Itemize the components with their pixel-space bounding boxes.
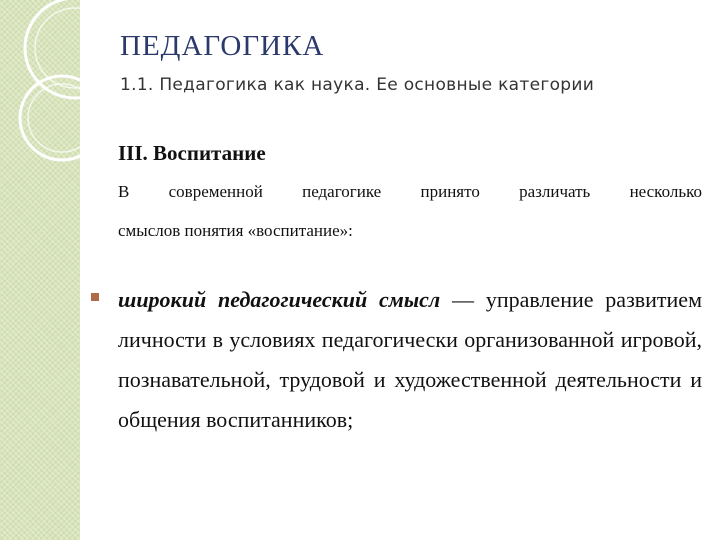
intro-line-2: смыслов понятия «воспитание»: xyxy=(118,221,353,240)
intro-line-1: В современной педагогике принято различать несколько xyxy=(118,182,702,201)
bullet-square-icon xyxy=(91,293,99,301)
bullet-definition: управление развитием личности в условиях педагогически организованной игровой, познавательной, трудовой и художественной деятельности и общения воспитанников; xyxy=(118,287,702,432)
slide-title: ПЕДАГОГИКА xyxy=(120,30,325,62)
intro-paragraph xyxy=(118,172,702,250)
slide-subtitle: 1.1. Педагогика как наука. Ее основные категории xyxy=(120,75,595,95)
bullet-item xyxy=(118,280,702,440)
section-heading: III. Воспитание xyxy=(118,141,266,165)
bullet-dash: — xyxy=(440,287,486,312)
bullet-term: широкий педагогический смысл xyxy=(118,287,441,312)
